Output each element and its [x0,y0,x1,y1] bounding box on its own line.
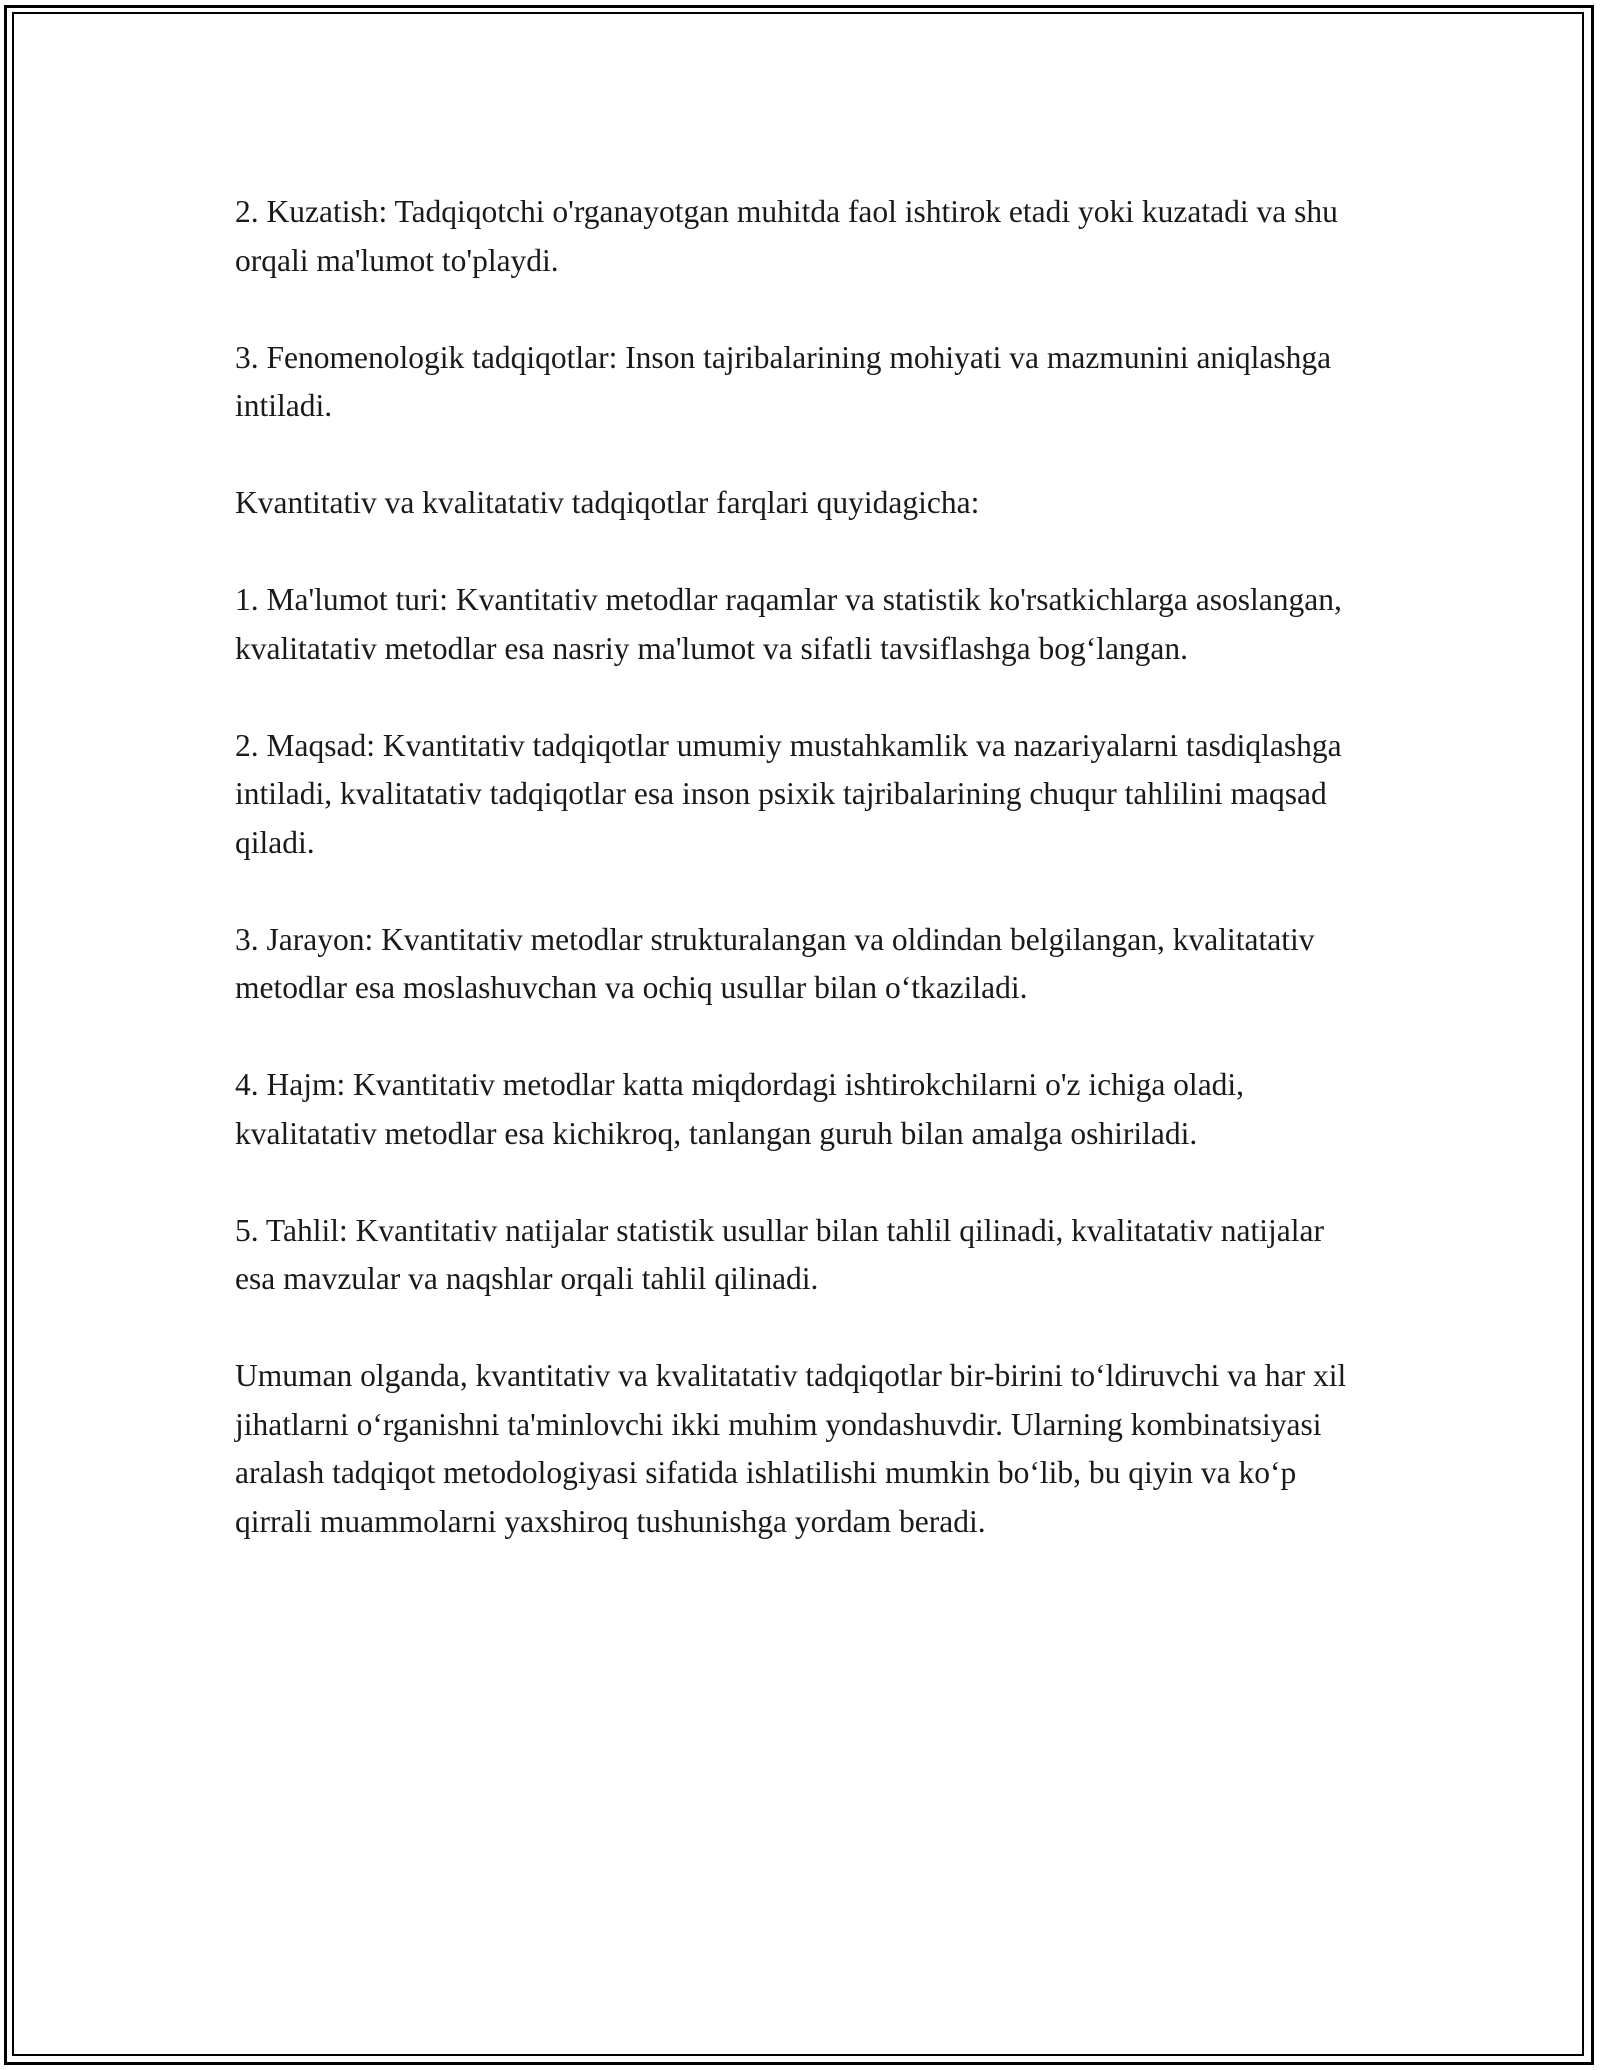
paragraph-volume: 4. Hajm: Kvantitativ metodlar katta miqdordagi ishtirokchilarni o'z ichiga oladi, kvalitatativ metodlar esa kichikroq, tanlangan guruh bilan amalga oshiriladi. [235,1067,1245,1151]
paragraph-phenomenology: 3. Fenomenologik tadqiqotlar: Inson tajribalarining mohiyati va mazmunini aniqlashga intiladi. [235,339,1332,423]
document-body [235,188,1365,1595]
paragraph-analysis: 5. Tahlil: Kvantitativ natijalar statistik usullar bilan tahlil qilinadi, kvalitatativ natijalar esa mavzular va naqshlar orqali tahlil qilinadi. [235,1212,1324,1296]
paragraph-observation: 2. Kuzatish: Tadqiqotchi o'rganayotgan muhitda faol ishtirok etadi yoki kuzatadi va shu orqali ma'lumot to'playdi. [235,194,1338,278]
paragraph-process: 3. Jarayon: Kvantitativ metodlar strukturalangan va oldindan belgilangan, kvalitatativ metodlar esa moslashuvchan va ochiq usullar bilan o‘tkaziladi. [235,921,1315,1005]
paragraph-differences-intro: Kvantitativ va kvalitatativ tadqiqotlar farqlari quyidagicha: [235,485,980,520]
paragraph-conclusion: Umuman olganda, kvantitativ va kvalitatativ tadqiqotlar bir-birini to‘ldiruvchi va har xil jihatlarni o‘rganishni ta'minlovchi ikki muhim yondashuvdir. Ularning kombinatsiyasi aralash tadqiqot metodologiyasi sifatida ishlatilishi mumkin bo‘lib, bu qiyin va ko‘p qirrali muammolarni yaxshiroq tushunishga yordam beradi. [235,1358,1347,1539]
paragraph-data-type: 1. Ma'lumot turi: Kvantitativ metodlar raqamlar va statistik ko'rsatkichlarga asoslangan, kvalitatativ metodlar esa nasriy ma'lumot va sifatli tavsiflashga bog‘langan. [235,582,1342,666]
paragraph-purpose: 2. Maqsad: Kvantitativ tadqiqotlar umumiy mustahkamlik va nazariyalarni tasdiqlashga intiladi, kvalitatativ tadqiqotlar esa inson psixik tajribalarining chuqur tahlilini maqsad qiladi. [235,727,1342,860]
